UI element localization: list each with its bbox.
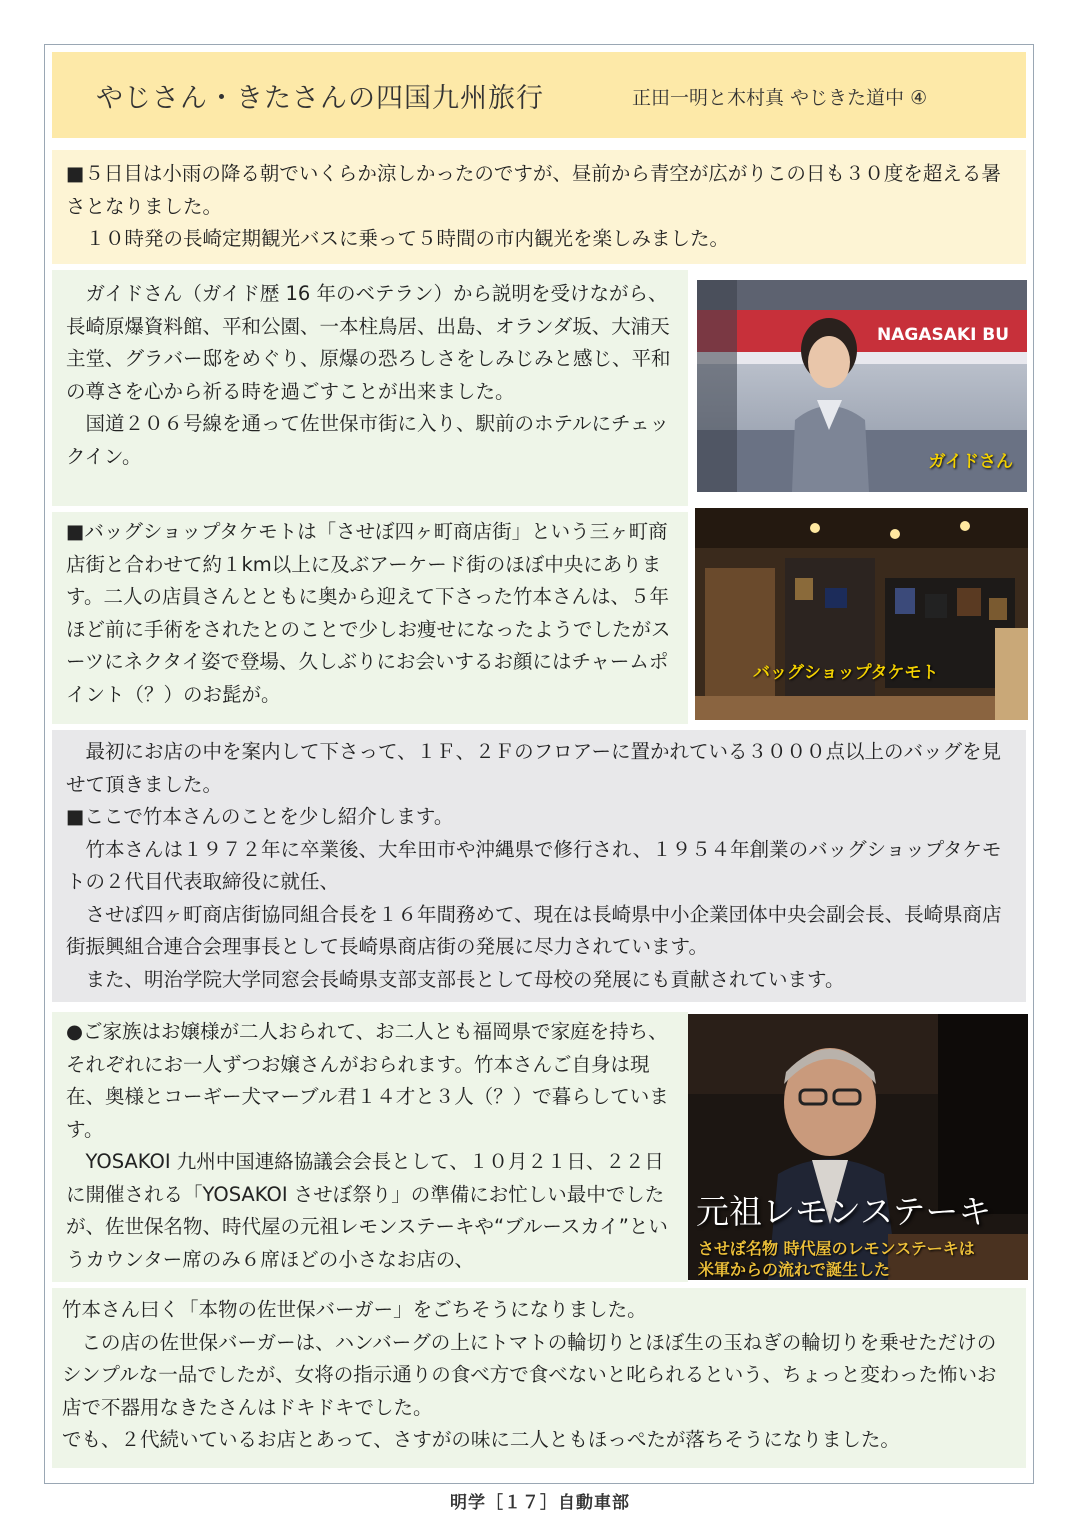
lemon-steak-photo-subcaption-2: 米軍からの流れで誕生した: [698, 1260, 891, 1279]
guide-section: [52, 270, 688, 506]
paragraph: ■ここで竹本さんのことを少し紹介します。: [66, 805, 454, 828]
article-title: やじさん・きたさんの四国九州旅行: [96, 83, 544, 114]
paragraph: 竹本さんは１９７２年に卒業後、大牟田市や沖縄県で修行され、１９５４年創業のバッグショップタケモトの２代目代表取締役に就任、: [66, 837, 1002, 893]
paragraph: 国道２０６号線を通って佐世保市街に入り、駅前のホテルにチェックイン。: [66, 412, 669, 468]
article-subtitle: 正田一明と木村真 やじきた道中 ④: [632, 87, 928, 109]
intro-section: [52, 150, 1026, 264]
paragraph: ガイドさん（ガイド歴 16 年のベテラン）から説明を受けながら、長崎原爆資料館、平和公園、一本柱鳥居、出島、オランダ坂、大浦天主堂、グラバー邸をめぐり、原爆の恐ろしさをしみじみと感じ、平和の尊さを心から祈る時を過ごすことが出来ました。: [66, 282, 671, 403]
lemon-steak-photo: [688, 1014, 1028, 1280]
lemon-steak-photo-caption: 元祖レモンステーキ: [696, 1192, 992, 1231]
paragraph: ●ご家族はお嬢様が二人おられて、お二人とも福岡県で家庭を持ち、それぞれにお一人ずつお嬢さんがおられます。竹本さんご自身は現在、奥様とコーギー犬マーブル君１４才と３人（？）で暮らしています。: [66, 1020, 669, 1141]
bus-lettering: NAGASAKI BU: [877, 325, 1010, 345]
paragraph: YOSAKOI 九州中国連絡協議会会長として、１０月２１日、２２日に開催される「YOSAKOI させぼ祭り」の準備にお忙しい最中でしたが、佐世保名物、時代屋の元祖レモンステーキや“ブルースカイ”というカウンター席のみ６席ほどの小さなお店の、: [66, 1150, 668, 1271]
page-footer: 明学［１７］自動車部: [450, 1493, 630, 1513]
bagshop-photo-caption: バッグショップタケモト: [753, 663, 939, 683]
bagshop-photo: [695, 508, 1028, 720]
lemon-steak-photo-subcaption-1: させぼ名物 時代屋のレモンステーキは: [698, 1239, 975, 1258]
paragraph: でも、２代続いているお店とあって、さすがの味に二人ともほっぺたが落ちそうになりました。: [62, 1428, 900, 1451]
bagshop-section: [52, 512, 688, 724]
guide-photo: [697, 280, 1027, 492]
article-header: [52, 52, 1026, 138]
paragraph: ■バッグショップタケモトは「させぼ四ヶ町商店街」という三ヶ町商店街と合わせて約１km以上に及ぶアーケード街のほぼ中央にあります。二人の店員さんとともに奥から迎えて下さった竹本さんは、５年ほど前に手術をされたとのことで少しお痩せになったようでしたがスーツにネクタイ姿で登場、久しぶりにお会いするお顔にはチャームポイント（？）のお髭が。: [66, 520, 671, 706]
family-section: [52, 1012, 688, 1282]
paragraph: させぼ四ヶ町商店街協同組合長を１６年間務めて、現在は長崎県中小企業団体中央会副会長、長崎県商店街振興組合連合会理事長として長崎県商店街の発展に尽力されています。: [66, 902, 1002, 958]
paragraph: 最初にお店の中を案内して下さって、１Ｆ、２Ｆのフロアーに置かれている３０００点以上のバッグを見せて頂きました。: [66, 740, 1002, 796]
paragraph: また、明治学院大学同窓会長崎県支部支部長として母校の発展にも貢献されています。: [85, 967, 845, 991]
paragraph: ■５日目は小雨の降る朝でいくらか涼しかったのですが、昼前から青空が広がりこの日も３０度を超える暑さとなりました。: [66, 162, 1001, 218]
paragraph: この店の佐世保バーガーは、ハンバーグの上にトマトの輪切りとほぼ生の玉ねぎの輪切りを乗せただけのシンプルな一品でしたが、女将の指示通りの食べ方で食べないと叱られるという、ちょっと変わった怖いお店で不器用なきたさんはドキドキでした。: [62, 1330, 997, 1419]
sasebo-burger-section: [52, 1288, 1026, 1468]
paragraph: １０時発の長崎定期観光バスに乗って５時間の市内観光を楽しみました。: [85, 227, 730, 250]
guide-photo-caption: ガイドさん: [928, 452, 1013, 472]
takemoto-profile-section: [52, 730, 1026, 1002]
paragraph: 竹本さん曰く「本物の佐世保バーガー」をごちそうになりました。: [62, 1298, 647, 1321]
